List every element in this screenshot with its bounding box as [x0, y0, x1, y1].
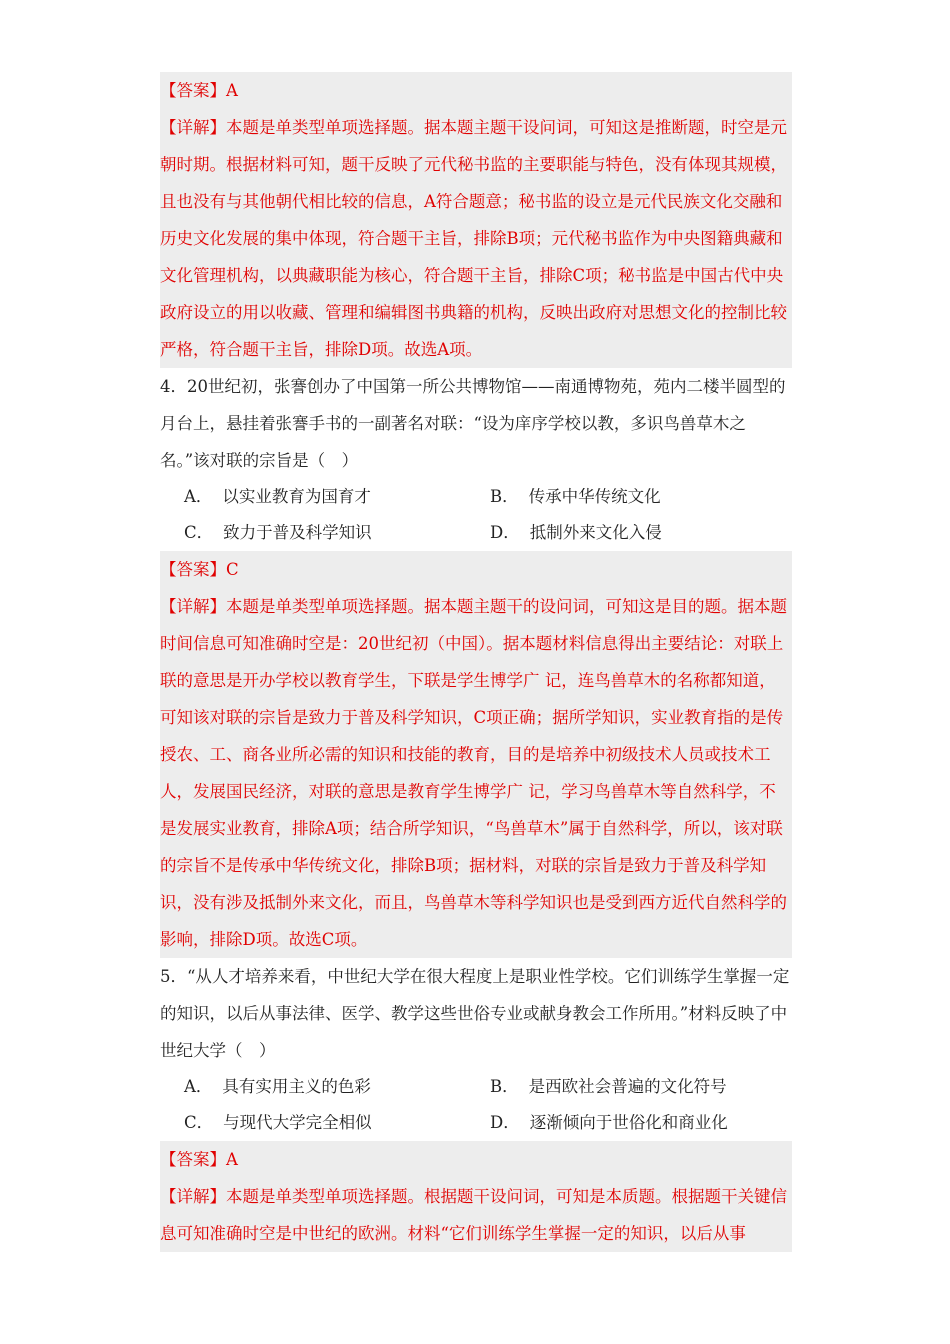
q4-stem: 4．20世纪初，张謇创办了中国第一所公共博物馆——南通博物苑，苑内二楼半圆型的月台上，悬挂着张謇手书的一副著名对联：“设为庠序学校以教，多识鸟兽草木之名。”该对联的宗旨是（ ） — [160, 377, 786, 470]
q5-detail — [160, 1178, 792, 1252]
detail-text: 本题是单类型单项选择题。据本题主题干设问词，可知这是推断题，时空是元朝时期。根据材料可知，题干反映了元代秘书监的主要职能与特色，没有体现其规模，且也没有与其他朝代相比较的信息，A符合题意；秘书监的设立是元代民族文化交融和历史文化发展的集中体现，符合题干主旨，排除B项；元代秘书监作为中央图籍典藏和文化管理机构，以典藏职能为核心，符合题干主旨，排除C项；秘书监是中国古代中央政府设立的用以收藏、管理和编辑图书典籍的机构，反映出政府对思想文化的控制比较严格，符合题干主旨，排除D项。故选A项。 — [160, 118, 787, 359]
q4-options — [160, 479, 792, 551]
q4-option-b — [490, 479, 796, 515]
q3-detail — [160, 109, 792, 368]
q5-question — [160, 958, 792, 1141]
option-text: 抵制外来文化入侵 — [529, 523, 662, 542]
q5-answer-block — [160, 1141, 792, 1252]
option-text: 与现代大学完全相似 — [223, 1113, 372, 1132]
detail-label: 【详解】 — [160, 1187, 226, 1206]
option-letter: D． — [490, 523, 520, 542]
q5-answer-line — [160, 1141, 792, 1178]
q5-stem: 5．“从人才培养来看，中世纪大学在很大程度上是职业性学校。它们训练学生掌握一定的知识，以后从事法律、医学、教学这些世俗专业或献身教会工作所用。”材料反映了中世纪大学（ ） — [160, 967, 790, 1060]
document-page — [160, 72, 792, 1252]
q4-answer-line — [160, 551, 792, 588]
q5-options — [160, 1069, 792, 1141]
option-letter: C． — [184, 523, 214, 542]
option-text: 以实业教育为国育才 — [222, 487, 371, 506]
detail-text: 本题是单类型单项选择题。根据题干设问词，可知是本质题。根据题干关键信息可知准确时空是中世纪的欧洲。材料“它们训练学生掌握一定的知识，以后从事 — [160, 1187, 787, 1243]
q4-option-c — [184, 515, 490, 551]
answer-value: C — [226, 560, 239, 579]
q4-detail — [160, 588, 792, 958]
q4-option-d — [490, 515, 796, 551]
option-letter: A． — [184, 1077, 213, 1096]
q3-answer-block — [160, 72, 792, 368]
option-letter: C． — [184, 1113, 214, 1132]
option-text: 是西欧社会普遍的文化符号 — [528, 1077, 727, 1096]
option-letter: B． — [490, 487, 519, 506]
answer-value: A — [226, 1150, 238, 1169]
detail-label: 【详解】 — [160, 118, 226, 137]
option-text: 逐渐倾向于世俗化和商业化 — [529, 1113, 728, 1132]
q5-option-b — [490, 1069, 796, 1105]
answer-label: 【答案】 — [160, 560, 226, 579]
option-letter: A． — [184, 487, 213, 506]
option-text: 致力于普及科学知识 — [223, 523, 372, 542]
q4-option-a — [184, 479, 490, 515]
option-letter: B． — [490, 1077, 519, 1096]
option-text: 具有实用主义的色彩 — [222, 1077, 371, 1096]
q5-option-d — [490, 1105, 796, 1141]
detail-text: 本题是单类型单项选择题。据本题主题干的设问词，可知这是目的题。据本题时间信息可知准确时空是：20世纪初（中国）。据本题材料信息得出主要结论：对联上联的意思是开办学校以教育学生，下联是学生博学广 记，连鸟兽草木的名称都知道，可知该对联的宗旨是致力于普及科学知识，C项正确；据所学知识，实业教育指的是传授农、工、商各业所必需的知识和技能的教育，目的是培养中初级技术人员或技术工人，发展国民经济，对联的意思是教育学生博学广 记，学习鸟兽草木等自然科学，不是发展实业教育，排除A项；结合所学知识，“鸟兽草木”属于自然科学，所以，该对联的宗旨不是传承中华传统文化，排除B项；据材料，对联的宗旨是致力于普及科学知识，没有涉及抵制外来文化，而且，鸟兽草木等科学知识也是受到西方近代自然科学的影响，排除D项。故选C项。 — [160, 597, 787, 949]
q5-option-c — [184, 1105, 490, 1141]
q5-option-a — [184, 1069, 490, 1105]
answer-label: 【答案】 — [160, 81, 226, 100]
detail-label: 【详解】 — [160, 597, 226, 616]
option-letter: D． — [490, 1113, 520, 1132]
q4-answer-block — [160, 551, 792, 958]
q3-answer-line — [160, 72, 792, 109]
answer-value: A — [226, 81, 238, 100]
option-text: 传承中华传统文化 — [528, 487, 661, 506]
q4-question — [160, 368, 792, 551]
answer-label: 【答案】 — [160, 1150, 226, 1169]
